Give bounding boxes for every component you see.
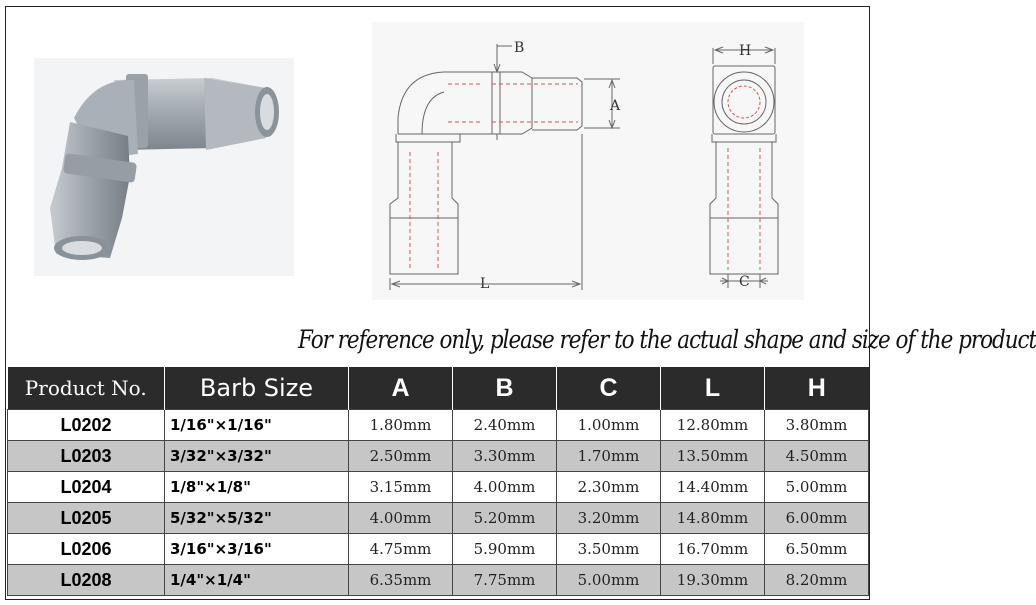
table-header-row	[8, 367, 869, 410]
front-view	[390, 44, 620, 290]
header-a: A	[349, 367, 453, 410]
header-barb-size: Barb Size	[165, 367, 349, 410]
cell-barb: 1/8"×1/8"	[165, 472, 349, 503]
dim-label-h: H	[739, 43, 752, 59]
cell-h: 6.00mm	[765, 503, 869, 534]
cell-product: L0205	[8, 503, 165, 534]
cell-c: 5.00mm	[557, 565, 661, 596]
table-row	[8, 503, 869, 534]
cell-l: 12.80mm	[661, 410, 765, 441]
cell-c: 3.50mm	[557, 534, 661, 565]
dimension-drawing	[372, 22, 804, 300]
cell-c: 1.00mm	[557, 410, 661, 441]
cell-h: 4.50mm	[765, 441, 869, 472]
cell-l: 14.40mm	[661, 472, 765, 503]
cell-product: L0203	[8, 441, 165, 472]
cell-l: 19.30mm	[661, 565, 765, 596]
spec-table	[7, 367, 869, 596]
cell-h: 6.50mm	[765, 534, 869, 565]
dim-label-c: C	[739, 274, 750, 290]
cell-barb: 3/16"×3/16"	[165, 534, 349, 565]
table-row	[8, 565, 869, 596]
cell-b: 2.40mm	[453, 410, 557, 441]
cell-a: 4.75mm	[349, 534, 453, 565]
elbow-fitting-render	[34, 58, 294, 276]
table-row	[8, 534, 869, 565]
cell-a: 4.00mm	[349, 503, 453, 534]
cell-b: 7.75mm	[453, 565, 557, 596]
cell-h: 8.20mm	[765, 565, 869, 596]
cell-a: 1.80mm	[349, 410, 453, 441]
cell-l: 16.70mm	[661, 534, 765, 565]
cell-product: L0208	[8, 565, 165, 596]
cell-barb: 3/32"×3/32"	[165, 441, 349, 472]
table-row	[8, 410, 869, 441]
cell-h: 5.00mm	[765, 472, 869, 503]
cell-l: 13.50mm	[661, 441, 765, 472]
cell-c: 2.30mm	[557, 472, 661, 503]
cell-product: L0202	[8, 410, 165, 441]
cell-barb: 1/16"×1/16"	[165, 410, 349, 441]
cell-b: 5.90mm	[453, 534, 557, 565]
dim-label-l: L	[480, 276, 490, 292]
reference-note: For reference only, please refer to the actual shape and size of the product	[298, 325, 1036, 354]
cell-barb: 5/32"×5/32"	[165, 503, 349, 534]
dim-label-b: B	[514, 40, 525, 56]
cell-barb: 1/4"×1/4"	[165, 565, 349, 596]
dim-label-a: A	[610, 98, 621, 114]
header-c: C	[557, 367, 661, 410]
cell-a: 6.35mm	[349, 565, 453, 596]
cell-a: 3.15mm	[349, 472, 453, 503]
cell-b: 5.20mm	[453, 503, 557, 534]
cell-c: 3.20mm	[557, 503, 661, 534]
table-row	[8, 441, 869, 472]
cell-h: 3.80mm	[765, 410, 869, 441]
cell-product: L0206	[8, 534, 165, 565]
product-photo	[34, 58, 294, 276]
cell-product: L0204	[8, 472, 165, 503]
side-view	[710, 47, 778, 288]
header-product-no: Product No.	[8, 367, 165, 410]
cell-a: 2.50mm	[349, 441, 453, 472]
cell-c: 1.70mm	[557, 441, 661, 472]
cell-l: 14.80mm	[661, 503, 765, 534]
cell-b: 4.00mm	[453, 472, 557, 503]
header-b: B	[453, 367, 557, 410]
table-row	[8, 472, 869, 503]
header-l: L	[661, 367, 765, 410]
cell-b: 3.30mm	[453, 441, 557, 472]
header-h: H	[765, 367, 869, 410]
technical-drawing	[372, 22, 804, 300]
